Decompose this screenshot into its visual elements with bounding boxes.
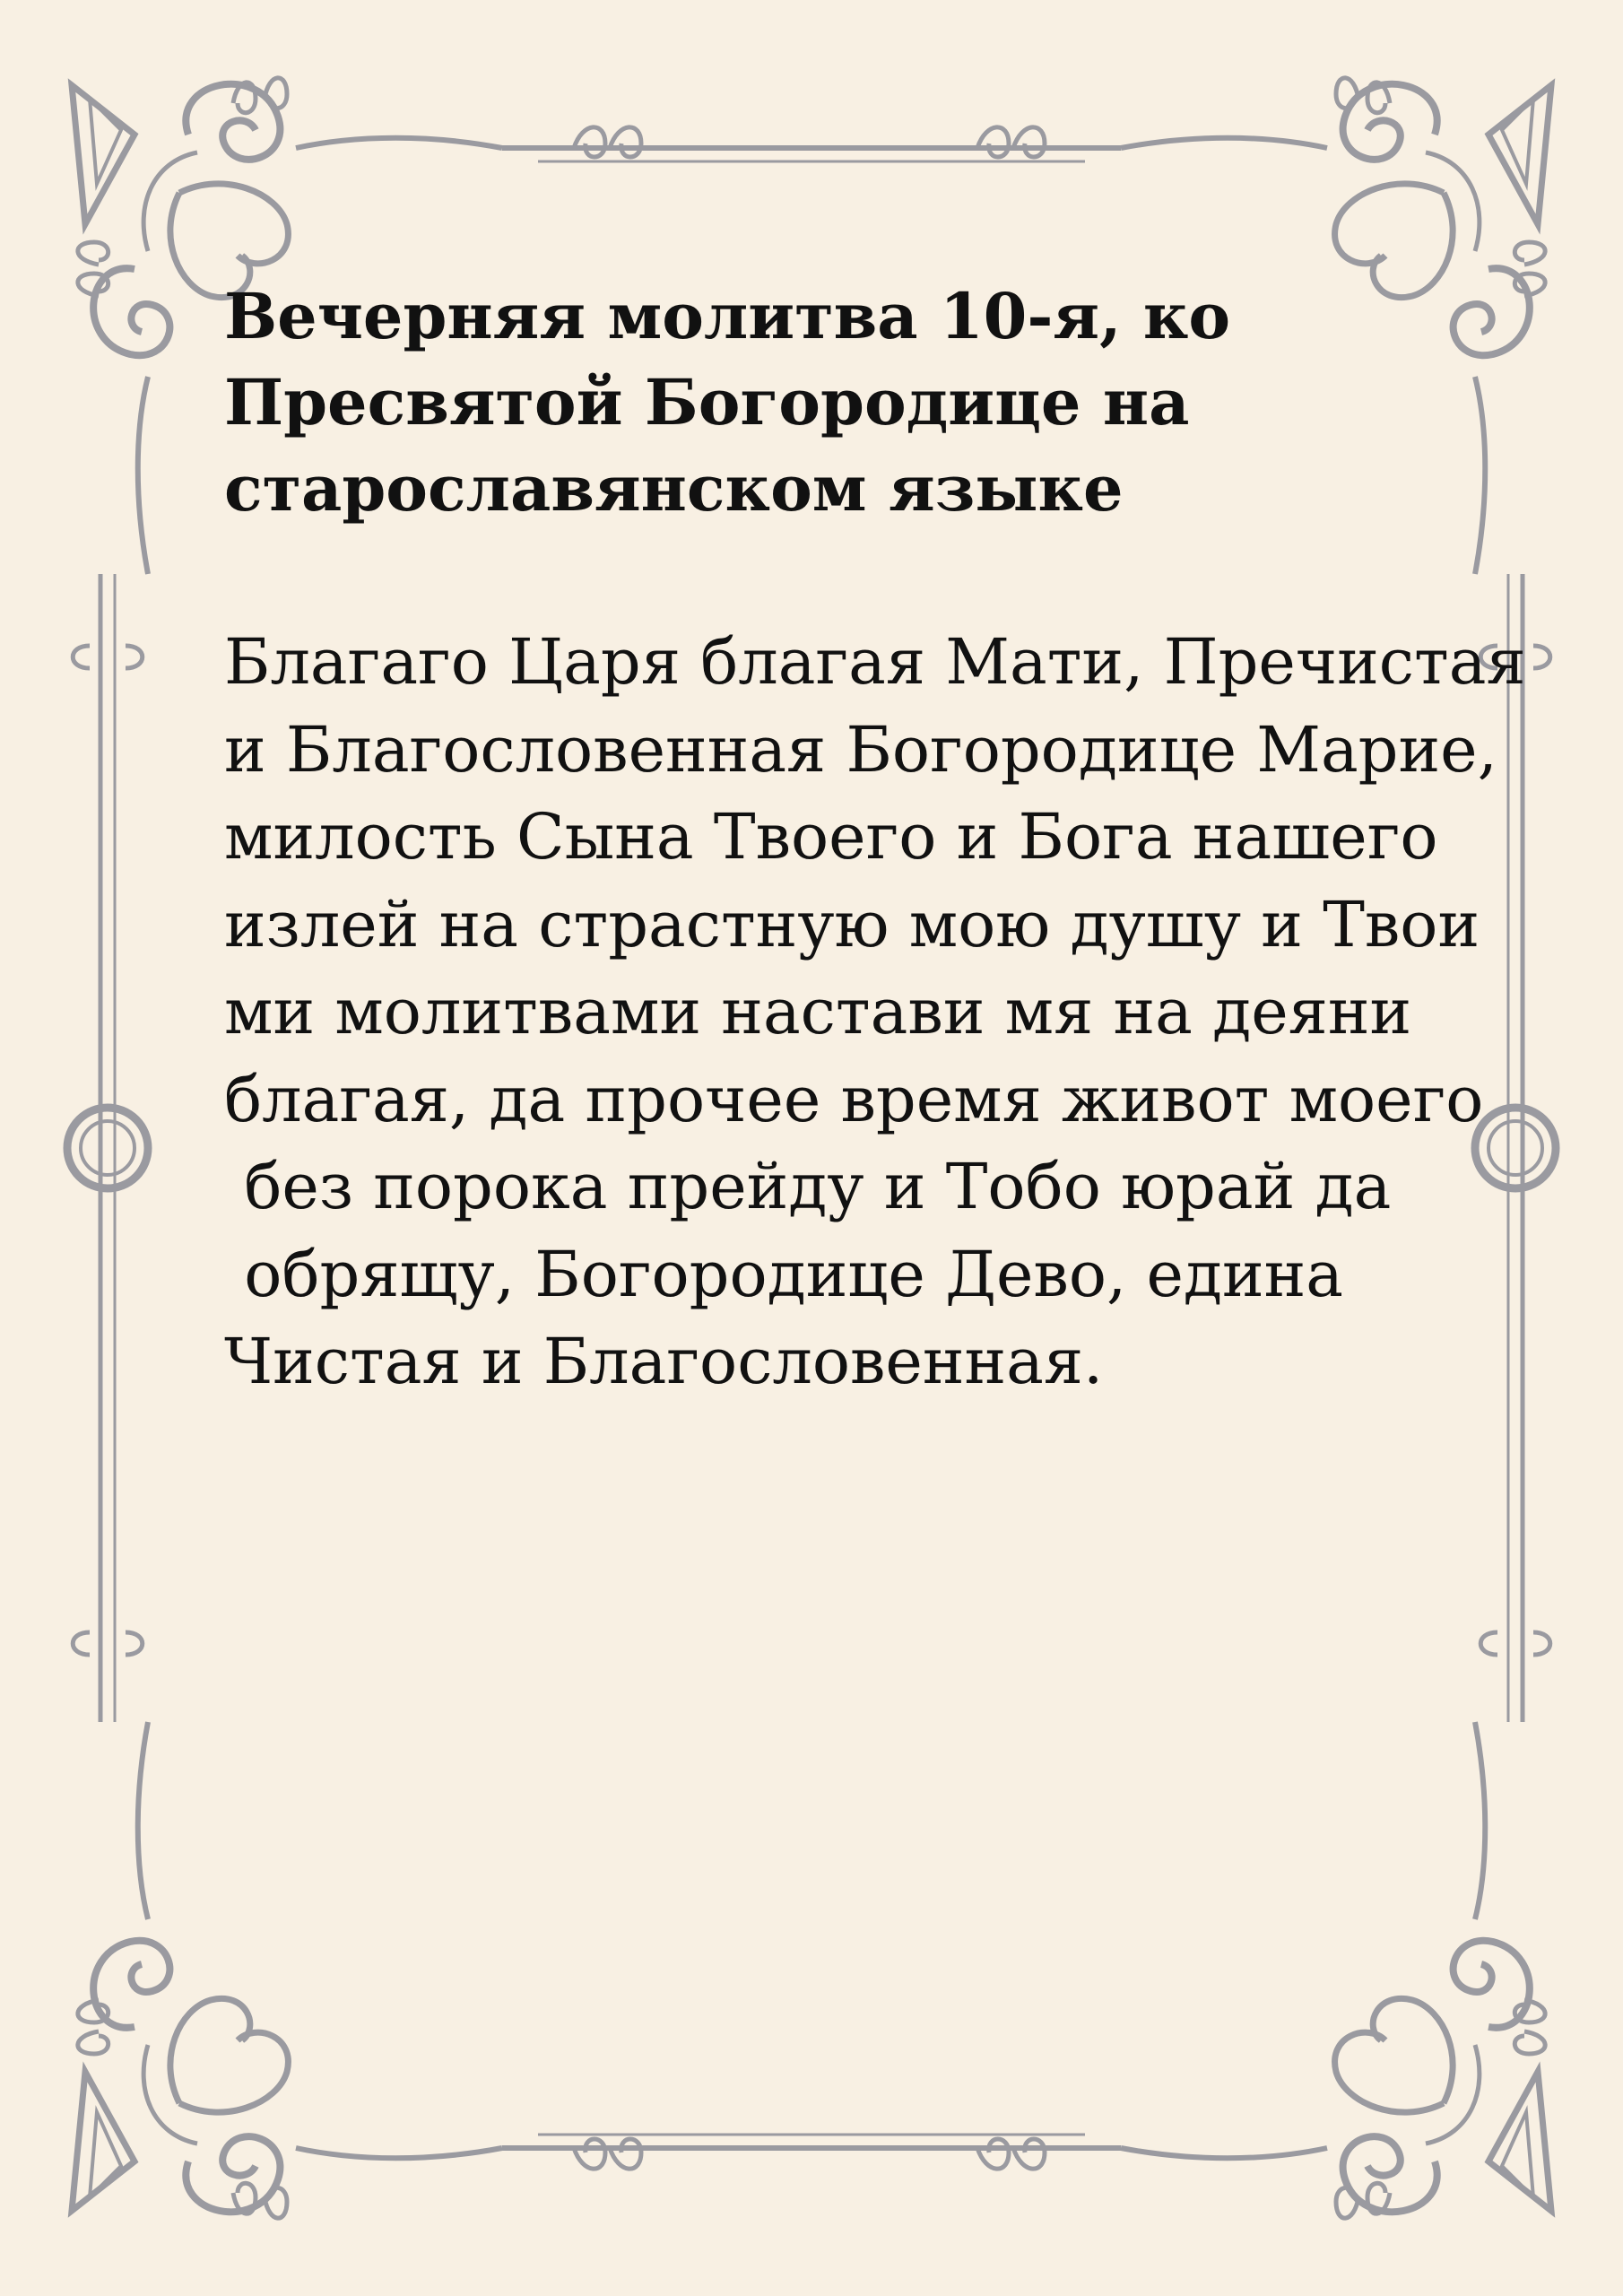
scroll-bar-icon [502,2135,1121,2169]
title-line: старославянском языке [224,451,1124,526]
prayer-line: Чистая и Благословенная. [224,1325,1104,1398]
prayer-line: Благаго Царя благая Мати, Пречистая [224,625,1526,699]
scroll-bar-icon [502,127,1121,161]
corner-flourish-icon [72,1722,502,2218]
prayer-title [224,274,1462,532]
prayer-line: излей на страстную мою душу и Твои [224,887,1480,961]
prayer-line: обрящу, Богородице Дево, едина [224,1237,1344,1311]
prayer-line: без порока прейду и Тобо юрай да [224,1150,1392,1223]
prayer-text [224,619,1526,1406]
prayer-line: ми молитвами настави мя на деяни [224,975,1412,1048]
title-line: Вечерняя молитва 10-я, ко [224,279,1231,353]
title-line: Пресвятой Богородице на [224,365,1190,439]
side-ring-icon [67,1108,148,1188]
prayer-line: и Благословенная Богородице Марие, [224,712,1497,787]
prayer-line: милость Сына Твоего и Бога нашего [224,800,1438,874]
prayer-line: благая, да прочее время живот моего [224,1062,1484,1136]
corner-flourish-icon [1121,1722,1551,2218]
